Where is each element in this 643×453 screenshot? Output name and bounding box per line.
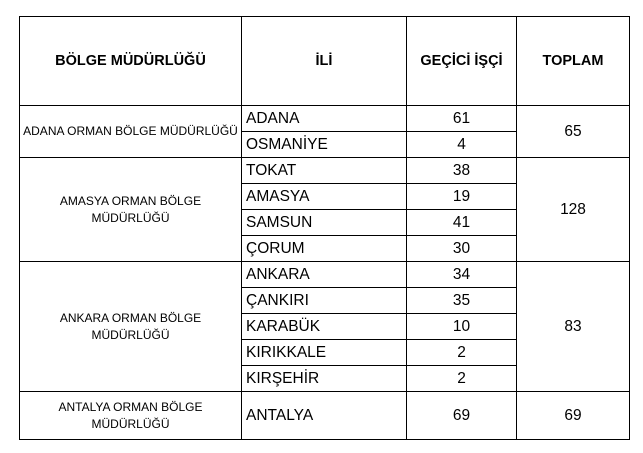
worker-count: 61 <box>407 106 517 132</box>
worker-count: 2 <box>407 340 517 366</box>
header-province: İLİ <box>242 17 407 106</box>
province-name: OSMANİYE <box>242 132 407 158</box>
worker-count: 10 <box>407 314 517 340</box>
region-total: 65 <box>517 106 630 158</box>
region-name: ANKARA ORMAN BÖLGE MÜDÜRLÜĞÜ <box>20 262 242 392</box>
header-total: TOPLAM <box>517 17 630 106</box>
worker-count: 69 <box>407 392 517 440</box>
worker-count: 19 <box>407 184 517 210</box>
worker-count: 30 <box>407 236 517 262</box>
table-row <box>20 158 630 184</box>
table-row <box>20 262 630 288</box>
worker-count: 41 <box>407 210 517 236</box>
region-total: 128 <box>517 158 630 262</box>
worker-count: 35 <box>407 288 517 314</box>
province-name: SAMSUN <box>242 210 407 236</box>
header-region: BÖLGE MÜDÜRLÜĞÜ <box>20 17 242 106</box>
region-total: 83 <box>517 262 630 392</box>
worker-count: 2 <box>407 366 517 392</box>
province-name: KARABÜK <box>242 314 407 340</box>
province-name: KIRIKKALE <box>242 340 407 366</box>
header-temp-workers: GEÇİCİ İŞÇİ <box>407 17 517 106</box>
province-name: AMASYA <box>242 184 407 210</box>
region-total: 69 <box>517 392 630 440</box>
province-name: ANTALYA <box>242 392 407 440</box>
worker-count: 34 <box>407 262 517 288</box>
table-row <box>20 106 630 132</box>
province-name: ÇANKIRI <box>242 288 407 314</box>
province-name: KIRŞEHİR <box>242 366 407 392</box>
header-row <box>20 17 630 106</box>
region-name: ADANA ORMAN BÖLGE MÜDÜRLÜĞÜ <box>20 106 242 158</box>
region-name: ANTALYA ORMAN BÖLGE MÜDÜRLÜĞÜ <box>20 392 242 440</box>
workers-table <box>19 16 630 440</box>
province-name: ADANA <box>242 106 407 132</box>
province-name: ÇORUM <box>242 236 407 262</box>
province-name: ANKARA <box>242 262 407 288</box>
region-name: AMASYA ORMAN BÖLGE MÜDÜRLÜĞÜ <box>20 158 242 262</box>
province-name: TOKAT <box>242 158 407 184</box>
worker-count: 38 <box>407 158 517 184</box>
table-row <box>20 392 630 440</box>
worker-count: 4 <box>407 132 517 158</box>
